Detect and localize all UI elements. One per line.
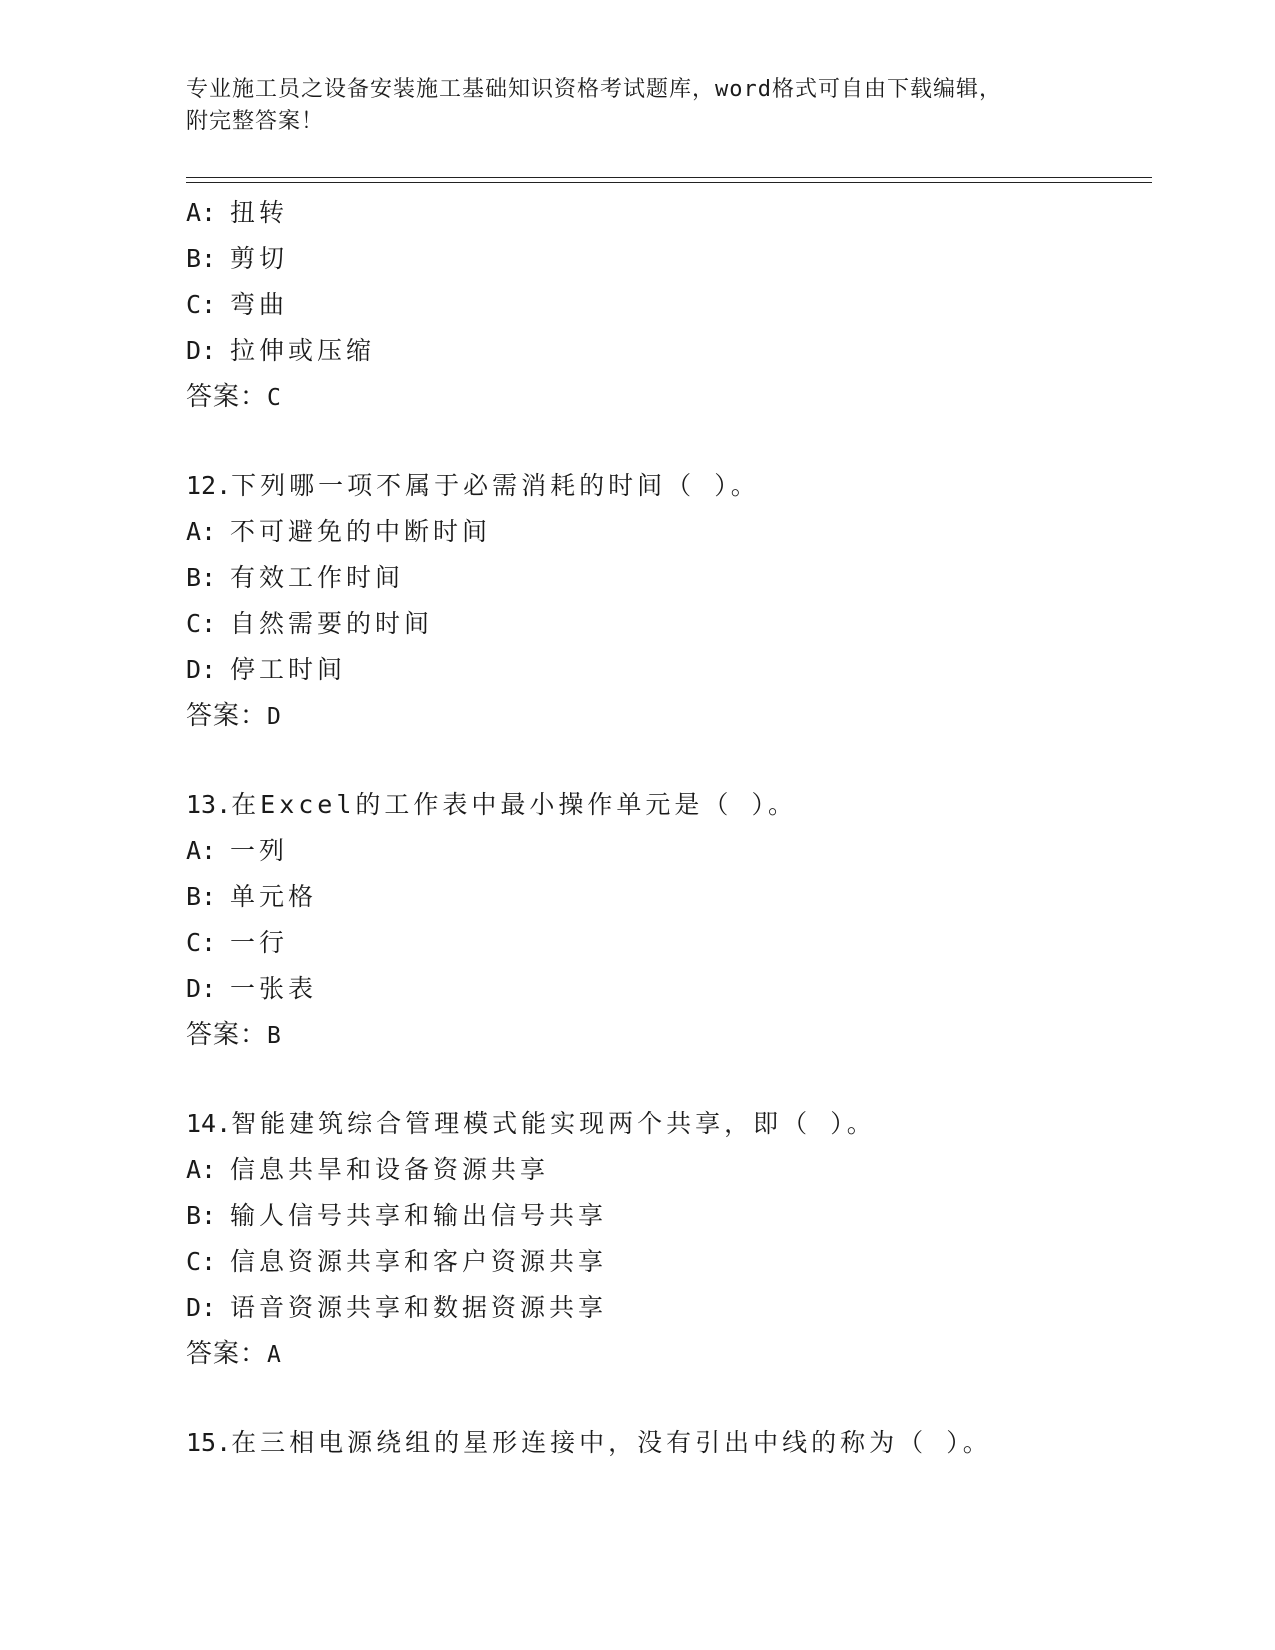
header-line-2: 附完整答案！ (186, 109, 325, 134)
question-text: 在三相电源绕组的星形连接中，没有引出中线的称为（ ）。 (231, 1428, 992, 1457)
option-text: 剪切 (230, 244, 289, 273)
option-c (186, 920, 1152, 966)
option-letter: C: (186, 609, 217, 638)
option-text: 有效工作时间 (230, 563, 405, 592)
option-letter: B: (186, 244, 217, 273)
option-d (186, 328, 1152, 374)
option-text: 不可避免的中断时间 (230, 517, 492, 546)
option-b (186, 555, 1152, 601)
option-text: 信息共旱和设备资源共享 (230, 1155, 550, 1184)
option-letter: C: (186, 290, 217, 319)
option-c (186, 601, 1152, 647)
answer-line (186, 693, 1152, 739)
option-letter: D: (186, 974, 217, 1003)
answer-line (186, 1331, 1152, 1377)
question-14-block (186, 1101, 1152, 1377)
question-number: 13. (186, 790, 232, 819)
option-letter: B: (186, 563, 217, 592)
answer-value: B (267, 1023, 282, 1049)
option-text: 一张表 (230, 974, 318, 1003)
question-number: 15. (186, 1428, 232, 1457)
question-text: 智能建筑综合管理模式能实现两个共享，即（ ）。 (231, 1109, 876, 1138)
option-letter: A: (186, 517, 217, 546)
question-11-block (186, 190, 1152, 420)
question-list (186, 190, 1152, 1466)
option-a (186, 190, 1152, 236)
header-line-1: 专业施工员之设备安装施工基础知识资格考试题库，word格式可自由下载编辑， (186, 77, 1002, 102)
option-b (186, 874, 1152, 920)
header-divider-bottom (186, 182, 1152, 183)
option-text: 一列 (230, 836, 289, 865)
option-letter: A: (186, 836, 217, 865)
question-number: 14. (186, 1109, 232, 1138)
answer-label: 答案： (186, 382, 268, 412)
option-text: 停工时间 (230, 655, 347, 684)
option-b (186, 236, 1152, 282)
answer-line (186, 374, 1152, 420)
answer-value: D (267, 704, 282, 730)
question-text: 下列哪一项不属于必需消耗的时间（ ）。 (231, 471, 760, 500)
header-divider-top (186, 177, 1152, 178)
question-text: 在Excel的工作表中最小操作单元是（ ）。 (231, 790, 797, 819)
answer-label: 答案： (186, 701, 268, 731)
option-text: 语音资源共享和数据资源共享 (230, 1293, 608, 1322)
option-text: 输人信号共享和输出信号共享 (230, 1201, 608, 1230)
option-d (186, 966, 1152, 1012)
question-15-stem (186, 1420, 1152, 1466)
question-15-block (186, 1420, 1152, 1466)
option-text: 一行 (230, 928, 289, 957)
answer-value: C (267, 385, 282, 411)
option-text: 扭转 (230, 198, 289, 227)
option-letter: B: (186, 882, 217, 911)
option-text: 信息资源共享和客户资源共享 (230, 1247, 608, 1276)
question-14-stem (186, 1101, 1152, 1147)
option-text: 自然需要的时间 (230, 609, 434, 638)
option-text: 弯曲 (230, 290, 289, 319)
answer-value: A (267, 1342, 282, 1368)
option-text: 单元格 (230, 882, 318, 911)
question-13-block (186, 782, 1152, 1058)
option-letter: D: (186, 1293, 217, 1322)
page-header (186, 74, 1066, 138)
answer-line (186, 1012, 1152, 1058)
option-letter: A: (186, 1155, 217, 1184)
option-b (186, 1193, 1152, 1239)
answer-label: 答案： (186, 1339, 268, 1369)
option-a (186, 828, 1152, 874)
option-letter: D: (186, 655, 217, 684)
option-d (186, 647, 1152, 693)
option-c (186, 282, 1152, 328)
option-letter: C: (186, 928, 217, 957)
question-12-block (186, 463, 1152, 739)
option-d (186, 1285, 1152, 1331)
option-a (186, 509, 1152, 555)
option-a (186, 1147, 1152, 1193)
option-letter: C: (186, 1247, 217, 1276)
option-c (186, 1239, 1152, 1285)
question-13-stem (186, 782, 1152, 828)
answer-label: 答案： (186, 1020, 268, 1050)
question-number: 12. (186, 471, 232, 500)
question-12-stem (186, 463, 1152, 509)
option-letter: B: (186, 1201, 217, 1230)
option-letter: A: (186, 198, 217, 227)
option-text: 拉伸或压缩 (230, 336, 376, 365)
option-letter: D: (186, 336, 217, 365)
